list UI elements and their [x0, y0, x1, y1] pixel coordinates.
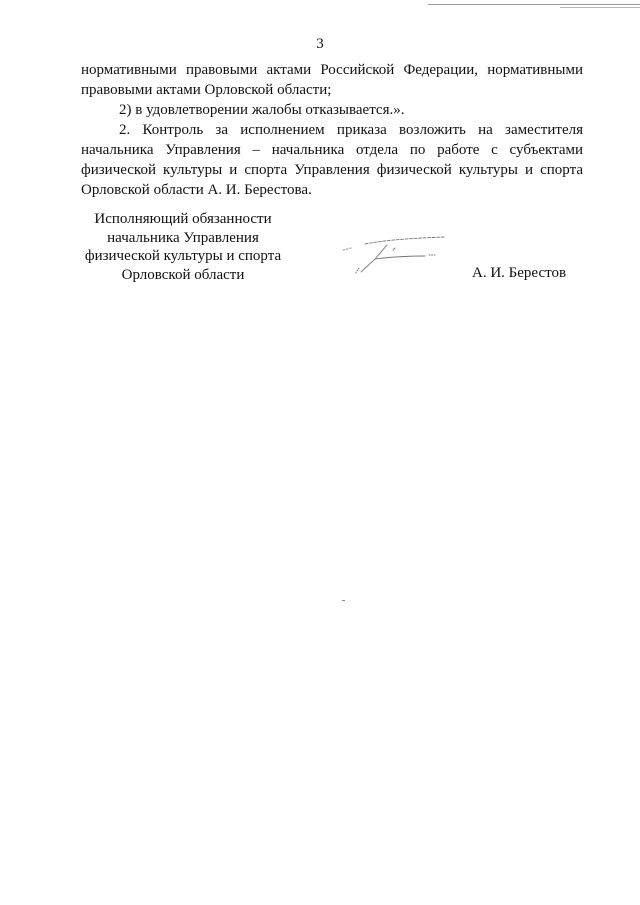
top-edge-line [428, 4, 640, 5]
position-line: Орловской области [121, 266, 245, 283]
scan-speck [342, 600, 345, 601]
signer-name: А. И. Берестов [472, 265, 567, 281]
position-line: физической культуры и спорта [84, 248, 282, 264]
paragraph-subitem-2: 2) в удовлетворении жалобы отказывается.». [119, 102, 405, 118]
paragraph-item-2: 2. Контроль за исполнением приказа возложить на заместителя начальника Управления – начальника отдела по работе с субъектами физической культуры и спорта Управления физической культуры и спорта Орловской области А. И. Берестова. [81, 122, 583, 198]
document-body [81, 60, 583, 200]
signatory-position [78, 210, 288, 284]
page-number: 3 [316, 36, 324, 52]
handwritten-signature [335, 232, 450, 277]
position-line: Исполняющий обязанности [94, 211, 272, 227]
top-edge-line-secondary [560, 7, 640, 8]
paragraph-continuation: нормативными правовыми актами Российской Федерации, нормативными правовыми актами Орловской области; [81, 62, 583, 98]
position-line: начальника Управления [107, 229, 259, 246]
